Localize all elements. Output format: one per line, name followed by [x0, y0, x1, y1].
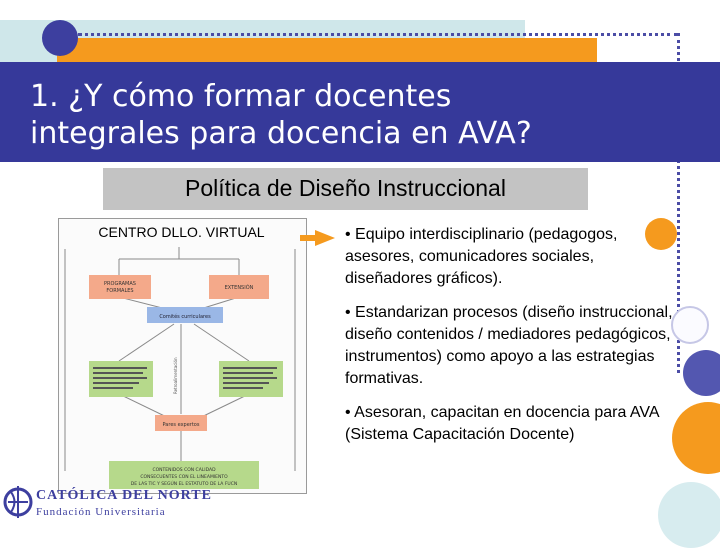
bullet-item: • Estandarizan procesos (diseño instruccional, diseño contenidos / mediadores pedagógicos, instrumentos) como apoyo a las estrategias formativas.	[345, 304, 673, 387]
bullet-item: • Equipo interdisciplinario (pedagogos, asesores, comunicadores sociales, diseñadores gráficos).	[345, 226, 618, 287]
logo-name: CATÓLICA DEL NORTE	[36, 488, 212, 503]
diagram-title: CENTRO DLLO. VIRTUAL	[98, 224, 265, 240]
slide-title-line2: integrales para docencia en AVA?	[30, 116, 532, 151]
diagram-label-vertical: Retroalimentación	[173, 357, 178, 394]
diagram-label-pares: Pares expertos	[162, 422, 200, 428]
flow-diagram	[58, 218, 307, 494]
arrow-right-icon	[315, 230, 335, 246]
slide-title-line1: 1. ¿Y cómo formar docentes	[30, 79, 452, 114]
decor-circle-blue	[42, 20, 78, 56]
slide-title	[30, 78, 630, 152]
bullet-list	[345, 224, 685, 458]
diagram-label-programas-2: FORMALES	[106, 288, 134, 294]
diagram-label-comites: Comités curriculares	[159, 314, 211, 320]
logo-subname: Fundación Universitaria	[36, 506, 166, 518]
bullet-item: • Asesoran, capacitan en docencia para AVA (Sistema Capacitación Docente)	[345, 404, 659, 443]
diagram-label-programas: PROGRAMAS	[104, 281, 136, 287]
decor-dotted-line-top	[78, 33, 678, 36]
decor-orange-band	[57, 38, 597, 62]
diagram-label-extension: EXTENSIÓN	[224, 285, 254, 291]
diagram-label-contenidos: CONTENIDOS CON CALIDAD	[152, 468, 216, 473]
subtitle: Política de Diseño Instruccional	[185, 175, 506, 201]
diagram-label-contenidos-2: CONSECUENTES CON EL LINEAMIENTO	[140, 475, 228, 480]
flow-diagram-graphic	[59, 219, 306, 493]
diagram-label-contenidos-3: DE LAS TIC Y SEGÚN EL ESTATUTO DE LA FUCN	[130, 482, 238, 487]
decor-circle-blue-right	[683, 350, 720, 396]
university-logo-icon	[2, 482, 34, 522]
decor-circle-teal	[658, 482, 720, 548]
